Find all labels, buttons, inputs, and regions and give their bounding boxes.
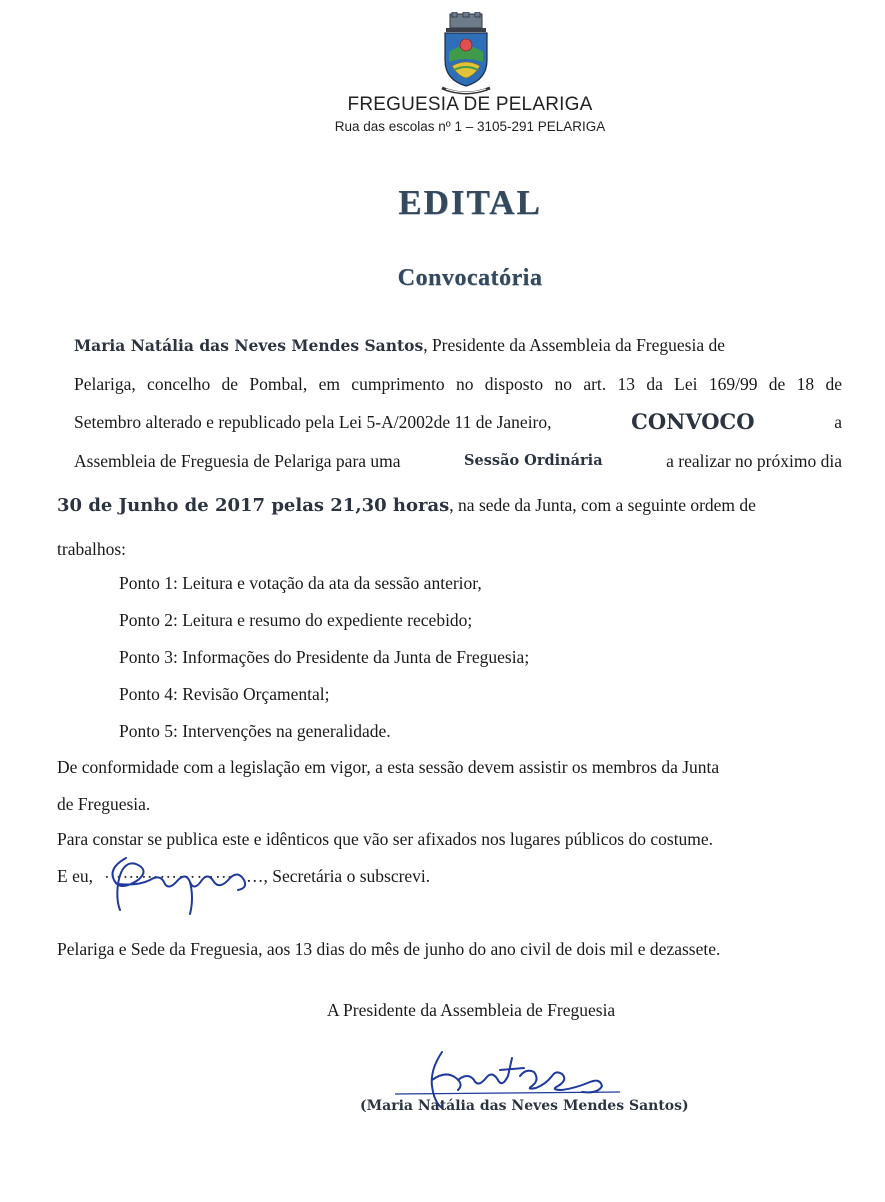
intro-line-4: Assembleia de Freguesia de Pelariga para uma Sessão Ordinária a realizar no próximo dia [74, 451, 842, 471]
intro-line-3: Setembro alterado e republicado pela Lei 5-A/2002de 11 de Janeiro, CONVOCO a [74, 409, 842, 434]
secretary-prefix: E eu, [57, 866, 93, 886]
session-type: Sessão Ordinária [464, 452, 603, 469]
conformity-line-2: de Freguesia. [57, 794, 151, 814]
conformity-line-1: De conformidade com a legislação em vigor, a esta sessão devem assistir os membros da Junta [57, 757, 720, 777]
coat-of-arms-icon [436, 12, 496, 96]
secretary-signature [98, 840, 258, 920]
intro-line-1: Maria Natália das Neves Mendes Santos, Presidente da Assembleia da Freguesia de [74, 335, 725, 355]
intro-line-2: Pelariga, concelho de Pombal, em cumprimento no disposto no art. 13 da Lei 169/99 de 18 de [74, 374, 842, 394]
agenda-item-5: Ponto 5: Intervenções na generalidade. [119, 721, 391, 741]
secretary-dots: ………………… [104, 862, 234, 882]
org-address: Rua das escolas nº 1 – 3105-291 PELARIGA [334, 119, 606, 134]
document-subtitle: Convocatória [397, 265, 543, 291]
place-date-line: Pelariga e Sede da Freguesia, aos 13 dias do mês de junho do ano civil de dois mil e dezassete. [57, 939, 721, 959]
closing-role: A Presidente da Assembleia de Freguesia [327, 1000, 616, 1020]
session-date: 30 de Junho de 2017 pelas 21,30 horas [57, 495, 450, 516]
intro-line-5: 30 de Junho de 2017 pelas 21,30 horas, na sede da Junta, com a seguinte ordem de [57, 495, 756, 516]
secretary-suffix: …, Secretária o subscrevi. [246, 866, 431, 886]
publish-line: Para constar se publica este e idênticos que vão ser afixados nos lugares públicos do costume. [57, 829, 714, 849]
agenda-item-2: Ponto 2: Leitura e resumo do expediente recebido; [119, 610, 473, 630]
agenda-item-3: Ponto 3: Informações do Presidente da Junta de Freguesia; [119, 647, 530, 667]
agenda-item-1: Ponto 1: Leitura e votação da ata da sessão anterior, [119, 573, 482, 593]
document-title: EDITAL [398, 183, 542, 222]
convoco-word: CONVOCO [631, 409, 755, 434]
president-printed-name: (Maria Natália das Neves Mendes Santos) [360, 1098, 689, 1114]
agenda-item-4: Ponto 4: Revisão Orçamental; [119, 684, 330, 704]
president-name: Maria Natália das Neves Mendes Santos [74, 336, 424, 355]
org-name: FREGUESIA DE PELARIGA [347, 94, 593, 115]
intro-line-6: trabalhos: [57, 539, 127, 559]
